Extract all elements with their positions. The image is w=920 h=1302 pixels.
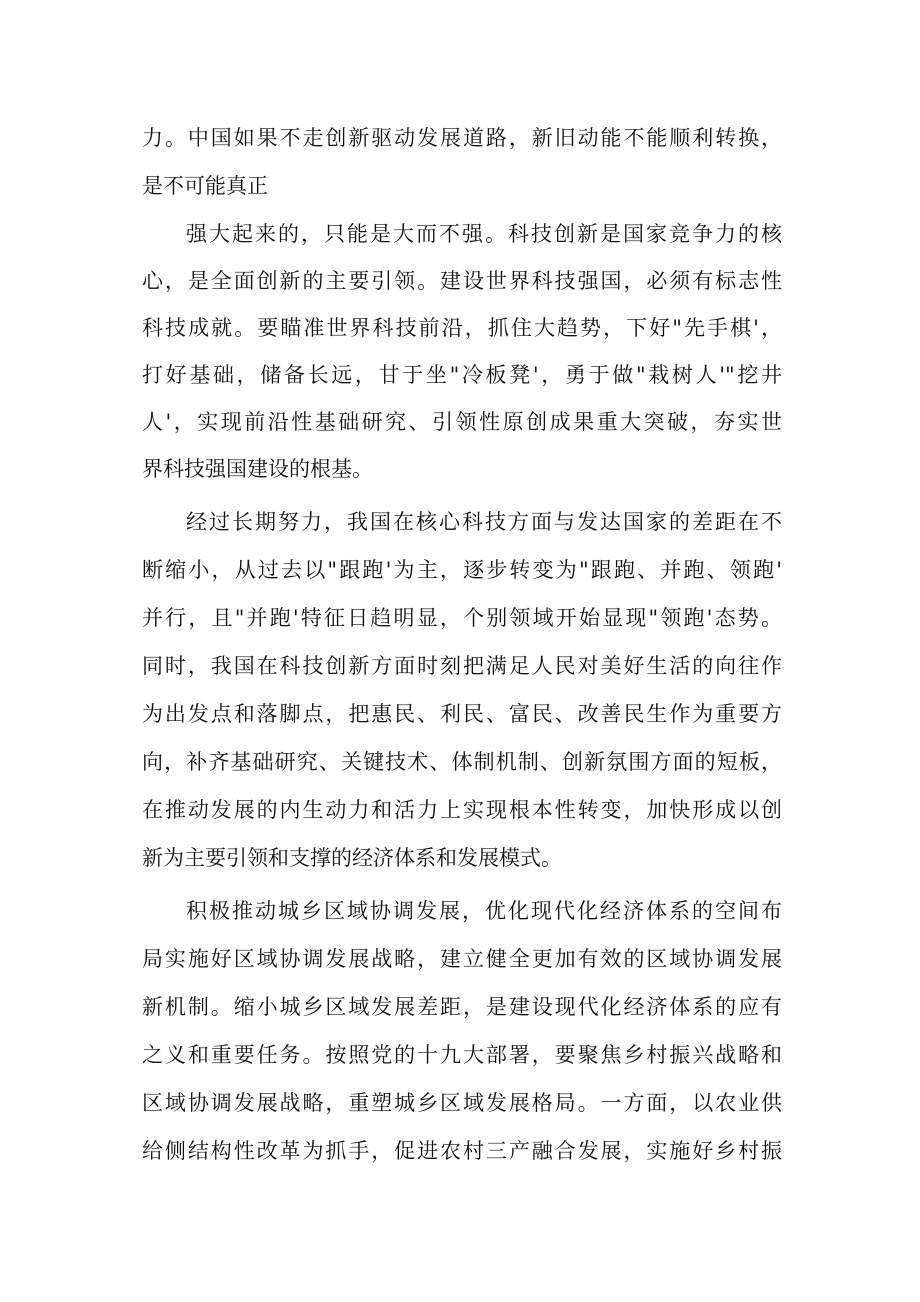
paragraph-4-line-3: 新机制。缩小城乡区域发展差距，是建设现代化经济体系的应有 [142, 995, 782, 1019]
paragraph-4-line-2: 局实施好区域协调发展战略，建立健全更加有效的区域协调发展 [142, 947, 782, 971]
paragraph-1-line-1: 力。中国如果不走创新驱动发展道路，新旧动能不能顺利转换， [142, 126, 782, 150]
paragraph-2-line-1: 强大起来的，只能是大而不强。科技创新是国家竞争力的核 [186, 222, 782, 246]
paragraph-3-line-8: 新为主要引领和支撑的经济体系和发展模式。 [142, 846, 562, 870]
paragraph-4-line-5: 区域协调发展战略，重塑城乡区域发展格局。一方面，以农业供 [142, 1091, 782, 1115]
paragraph-2-line-3: 科技成就。要瞄准世界科技前沿，抓住大趋势，下好"先手棋'， [142, 316, 782, 340]
paragraph-4-line-6: 给侧结构性改革为抓手，促进农村三产融合发展，实施好乡村振 [142, 1139, 782, 1163]
paragraph-4-line-4: 之义和重要任务。按照党的十九大部署，要聚焦乡村振兴战略和 [142, 1043, 782, 1067]
paragraph-3-line-5: 为出发点和落脚点，把惠民、利民、富民、改善民生作为重要方 [142, 702, 782, 726]
paragraph-3-line-6: 向，补齐基础研究、关键技术、体制机制、创新氛围方面的短板， [142, 750, 782, 774]
paragraph-3-line-7: 在推动发展的内生动力和活力上实现根本性转变，加快形成以创 [142, 798, 782, 822]
paragraph-2-line-6: 界科技强国建设的根基。 [142, 457, 373, 481]
paragraph-4-line-1: 积极推动城乡区域协调发展，优化现代化经济体系的空间布 [186, 899, 782, 923]
paragraph-2-line-5: 人'，实现前沿性基础研究、引领性原创成果重大突破，夯实世 [142, 410, 782, 434]
paragraph-3-line-1: 经过长期努力，我国在核心科技方面与发达国家的差距在不 [186, 510, 782, 534]
paragraph-3-line-2: 断缩小，从过去以"跟跑'为主，逐步转变为"跟跑、并跑、领跑' [142, 558, 782, 582]
paragraph-3-line-4: 同时，我国在科技创新方面时刻把满足人民对美好生活的向往作 [142, 654, 782, 678]
paragraph-2-line-4: 打好基础，储备长远，甘于坐"冷板凳'，勇于做"栽树人'"挖井 [142, 363, 782, 387]
paragraph-1-line-2: 是不可能真正 [142, 174, 268, 198]
paragraph-3-line-3: 并行，且"并跑'特征日趋明显，个别领域开始显现"领跑'态势。 [142, 606, 782, 630]
paragraph-2-line-2: 心，是全面创新的主要引领。建设世界科技强国，必须有标志性 [142, 269, 782, 293]
